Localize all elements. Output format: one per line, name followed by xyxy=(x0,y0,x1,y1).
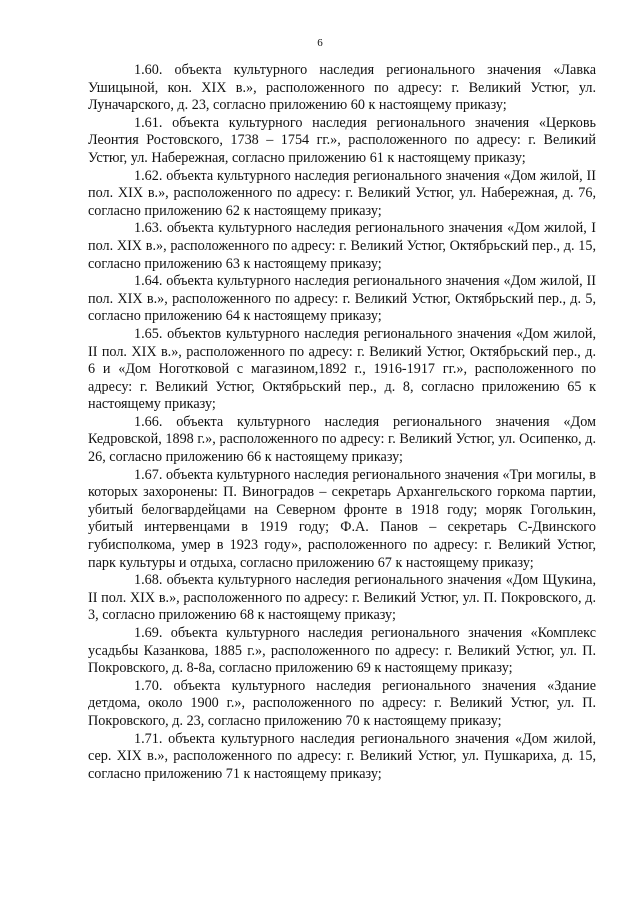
paragraph-1-65: 1.65. объектов культурного наследия регионального значения «Дом жилой, II пол. XIX в.», расположенного по адресу: г. Великий Устюг, Октябрьский пер., д. 6 и «Дом Ноготковой с магазином,1892 г., 1916-1917 гг.», расположенного по адресу: г. Великий Устюг, Октябрьский пер., д. 8, согласно приложению 65 к настоящему приказу; xyxy=(88,325,596,413)
paragraph-1-60: 1.60. объекта культурного наследия регионального значения «Лавка Ушицыной, кон. XIX в.», расположенного по адресу: г. Великий Устюг, ул. Луначарского, д. 23, согласно приложению 60 к настоящему приказу; xyxy=(88,62,596,114)
paragraph-1-71: 1.71. объекта культурного наследия регионального значения «Дом жилой, сер. XIX в.», расположенного по адресу: г. Великий Устюг, ул. Пушкариха, д. 15, согласно приложению 71 к настоящему приказу; xyxy=(88,730,596,782)
paragraph-1-64: 1.64. объекта культурного наследия регионального значения «Дом жилой, II пол. XIX в.», расположенного по адресу: г. Великий Устюг, Октябрьский пер., д. 5, согласно приложению 64 к настоящему приказу; xyxy=(88,273,596,325)
page-number: 6 xyxy=(317,37,323,49)
paragraph-1-61: 1.61. объекта культурного наследия регионального значения «Церковь Леонтия Ростовского, 1738 – 1754 гг.», расположенного по адресу: г. Великий Устюг, ул. Набережная, согласно приложению 61 к настоящему приказу; xyxy=(88,114,596,166)
paragraph-1-63: 1.63. объекта культурного наследия регионального значения «Дом жилой, I пол. XIX в.», расположенного по адресу: г. Великий Устюг, Октябрьский пер., д. 15, согласно приложению 63 к настоящему приказу; xyxy=(88,220,596,272)
document-body xyxy=(88,62,596,783)
paragraph-1-67: 1.67. объекта культурного наследия регионального значения «Три могилы, в которых захоронены: П. Виноградов – секретарь Архангельского горкома партии, убитый белогвардейцами на Северном фронте в 1918 году; моряк Гоголькин, убитый интервенцами в 1919 году; Ф.А. Панов – секретарь С-Двинского губисполкома, умер в 1923 году», расположенного по адресу: г. Великий Устюг, парк культуры и отдыха, согласно приложению 67 к настоящему приказу; xyxy=(88,466,596,571)
paragraph-1-62: 1.62. объекта культурного наследия регионального значения «Дом жилой, II пол. XIX в.», расположенного по адресу: г. Великий Устюг, ул. Набережная, д. 76, согласно приложению 62 к настоящему приказу; xyxy=(88,167,596,219)
paragraph-1-68: 1.68. объекта культурного наследия регионального значения «Дом Щукина, II пол. XIX в.», расположенного по адресу: г. Великий Устюг, ул. П. Покровского, д. 3, согласно приложению 68 к настоящему приказу; xyxy=(88,572,596,624)
paragraph-1-70: 1.70. объекта культурного наследия регионального значения «Здание детдома, около 1900 г.», расположенного по адресу: г. Великий Устюг, ул. П. Покровского, д. 23, согласно приложению 70 к настоящему приказу; xyxy=(88,677,596,729)
paragraph-1-69: 1.69. объекта культурного наследия регионального значения «Комплекс усадьбы Казанкова, 1885 г.», расположенного по адресу: г. Великий Устюг, ул. П. Покровского, д. 8-8а, согласно приложению 69 к настоящему приказу; xyxy=(88,625,596,677)
paragraph-1-66: 1.66. объекта культурного наследия регионального значения «Дом Кедровской, 1898 г.», расположенного по адресу: г. Великий Устюг, ул. Осипенко, д. 26, согласно приложению 66 к настоящему приказу; xyxy=(88,413,596,466)
